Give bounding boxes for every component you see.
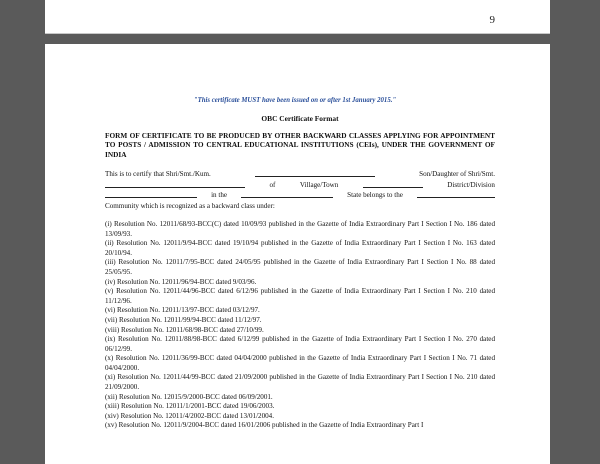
resolution-item: (viii) Resolution No. 12011/68/98-BCC dated 27/10/99. bbox=[105, 325, 264, 334]
resolution-item: (v) Resolution No. 12011/44/96-BCC dated 6/12/96 published in the Gazette of India Extraordinary Part I Section I No. 210 dated 11/12/96. bbox=[105, 287, 495, 305]
certify-of: of bbox=[269, 180, 276, 189]
page-number: 9 bbox=[489, 14, 495, 26]
certify-line-3 bbox=[105, 190, 495, 201]
previous-page-bottom bbox=[45, 0, 550, 34]
certify-paragraph bbox=[105, 169, 495, 212]
certify-community: Community which is recognized as a backward class under: bbox=[105, 202, 275, 211]
certify-this-is: This is to certify that Shri/Smt./Kum. bbox=[105, 169, 211, 178]
resolution-item: (iii) Resolution No. 12011/7/95-BCC dated 24/05/95 published in the Gazette of India Extraordinary Part I Section I No. 88 dated 25/05/95. bbox=[105, 258, 495, 276]
resolution-item: (i) Resolution No. 12011/68/93-BCC(C) dated 10/09/93 published in the Gazette of India Extraordinary Part I Section I No. 186 dated 13/09/93. bbox=[105, 219, 495, 238]
certify-village-town: Village/Town bbox=[299, 180, 339, 189]
resolution-item: (xii) Resolution No. 12015/9/2000-BCC dated 06/09/2001. bbox=[105, 392, 273, 401]
resolution-item: (ix) Resolution No. 12011/88/98-BCC dated 6/12/99 published in the Gazette of India Extraordinary Part I Section I No. 270 dated 06/12/99. bbox=[105, 335, 495, 353]
format-title: OBC Certificate Format bbox=[261, 113, 339, 123]
certificate-date-notice: "This certificate MUST have been issued on or after 1st January 2015." bbox=[193, 97, 397, 104]
name-blank bbox=[255, 169, 375, 177]
parent-blank bbox=[105, 180, 245, 188]
resolution-item: (vi) Resolution No. 12011/13/97-BCC dated 03/12/97. bbox=[105, 306, 260, 315]
certify-state-belongs: State belongs to the bbox=[347, 191, 403, 200]
state-blank bbox=[241, 190, 333, 198]
district-blank bbox=[105, 190, 197, 198]
resolution-item: (xiii) Resolution No. 12011/1/2001-BCC dated 19/06/2003. bbox=[105, 402, 275, 411]
form-heading: FORM OF CERTIFICATE TO BE PRODUCED BY OTHER BACKWARD CLASSES APPLYING FOR APPOINTMENT TO POSTS / ADMISSION TO CENTRAL EDUCATIONAL INSTITUTIONS (CEIs), UNDER THE GOVERNMENT OF INDIA bbox=[105, 131, 495, 159]
certify-line-2 bbox=[105, 180, 495, 191]
document-page bbox=[45, 44, 550, 464]
resolution-item: (ii) Resolution No. 12011/9/94-BCC dated 19/10/94 published in the Gazette of India Extraordinary Part I Section I No. 163 dated 20/10/94. bbox=[105, 239, 495, 257]
resolution-item: (xiv) Resolution No. 12011/4/2002-BCC dated 13/01/2004. bbox=[105, 411, 274, 420]
resolution-item: (xi) Resolution No. 12011/44/99-BCC dated 21/09/2000 published in the Gazette of India Extraordinary Part I Section I No. 210 dated 21/09/2000. bbox=[105, 373, 495, 392]
certify-line-1 bbox=[105, 169, 495, 180]
community-blank bbox=[417, 190, 495, 198]
resolution-list bbox=[105, 220, 495, 431]
resolution-item: (xv) Resolution No. 12011/9/2004-BCC dated 16/01/2006 published in the Gazette of India Extraordinary Part I bbox=[105, 421, 424, 430]
certify-in-the: in the bbox=[211, 191, 228, 200]
resolution-item: (vii) Resolution No. 12011/99/94-BCC dated 11/12/97. bbox=[105, 315, 262, 324]
page-content bbox=[105, 96, 495, 431]
resolution-item: (iv) Resolution No. 12011/96/94-BCC dated 9/03/96. bbox=[105, 277, 257, 286]
certify-district-division: District/Division bbox=[447, 180, 495, 189]
resolution-item: (x) Resolution No. 12011/36/99-BCC dated 04/04/2000 published in the Gazette of India Extraordinary Part I Section I No. 71 dated 04/04/2000. bbox=[105, 354, 495, 372]
village-blank bbox=[363, 180, 423, 188]
certify-son-daughter: Son/Daughter of Shri/Smt. bbox=[419, 169, 495, 178]
